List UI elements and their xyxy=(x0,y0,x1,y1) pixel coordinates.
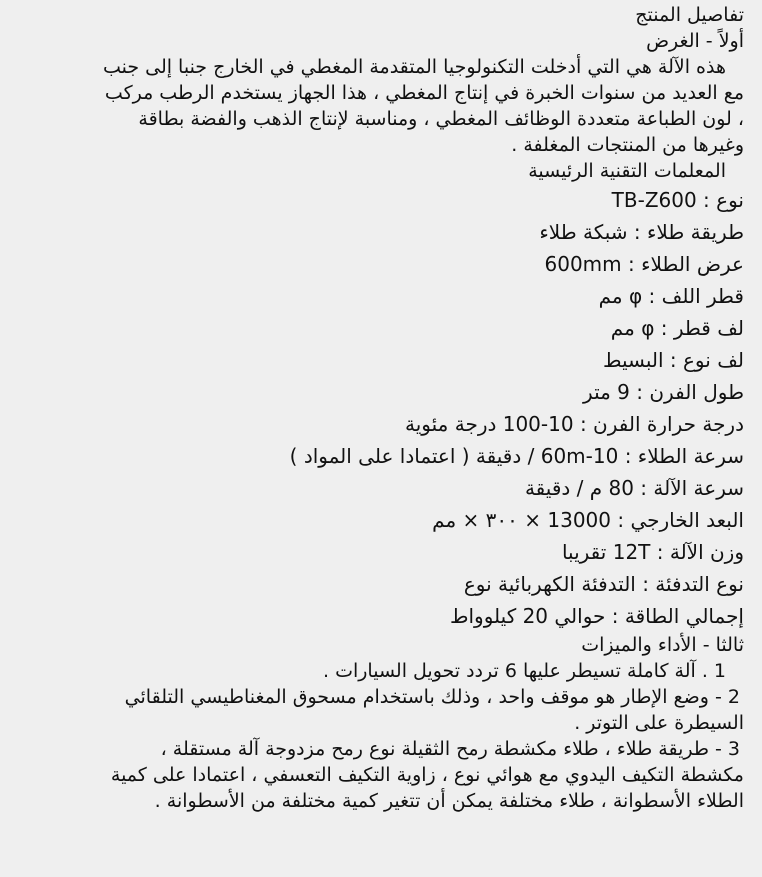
spec-item-coating-speed: سرعة الطلاء : 10-60m / دقيقة ( اعتمادا على المواد ) xyxy=(289,444,744,468)
purpose-line: مع العديد من سنوات الخبرة في إنتاج المغطي ، هذا الجهاز يستخدم الرطب مركب xyxy=(104,82,744,104)
spec-item-machine-speed: سرعة الآلة : 80 م / دقيقة xyxy=(524,476,744,500)
features-list xyxy=(14,658,744,814)
spec-item-heating-type: نوع التدفئة : التدفئة الكهربائية نوع xyxy=(463,572,744,596)
spec-item-winding-type: لف نوع : البسيط xyxy=(603,348,744,372)
feature-2-line: السيطرة على التوتر . xyxy=(574,712,744,734)
feature-3-line: الطلاء الأسطوانة ، طلاء مختلفة يمكن أن تتغير كمية مختلفة من الأسطوانة . xyxy=(154,790,744,812)
spec-item-coating-width: عرض الطلاء : 600mm xyxy=(544,252,744,276)
spec-item-winding-diameter: لف قطر : φ مم xyxy=(610,316,744,340)
section-heading-purpose: أولاً - الغرض xyxy=(646,30,744,52)
document-title: تفاصيل المنتج xyxy=(635,4,744,26)
purpose-line: هذه الآلة هي التي أدخلت التكنولوجيا المتقدمة المغطي في الخارج جنبا إلى جنب xyxy=(102,56,726,78)
spec-item-type: نوع : TB-Z600 xyxy=(611,188,744,212)
spec-item-total-power: إجمالي الطاقة : حوالي 20 كيلوواط xyxy=(450,604,744,628)
spec-item-dimensions: البعد الخارجي : 13000 × ٣٠٠ × مم xyxy=(432,508,744,532)
feature-3-line: مكشطة التكيف اليدوي مع هوائي نوع ، زاوية التكيف التعسفي ، اعتمادا على كمية xyxy=(110,764,744,786)
feature-2-line: 2 - وضع الإطار هو موقف واحد ، وذلك باستخدام مسحوق المغناطيسي التلقائي xyxy=(124,686,740,708)
specs-list xyxy=(14,184,744,632)
section-heading-features: ثالثا - الأداء والميزات xyxy=(581,634,744,656)
section-heading-specs: المعلمات التقنية الرئيسية xyxy=(528,160,726,182)
spec-item-oven-temperature: درجة حرارة الفرن : 10-100 درجة مئوية xyxy=(405,412,744,436)
spec-item-coating-method: طريقة طلاء : شبكة طلاء xyxy=(539,220,744,244)
feature-3-line: 3 - طريقة طلاء ، طلاء مكشطة رمح الثقيلة نوع رمح مزدوجة آلة مستقلة ، xyxy=(160,738,740,760)
purpose-line: وغيرها من المنتجات المغلفة . xyxy=(511,134,744,156)
spec-item-roll-diameter: قطر اللف : φ مم xyxy=(598,284,744,308)
feature-1-line: 1 . آلة كاملة تسيطر عليها 6 تردد تحويل السيارات . xyxy=(323,660,726,682)
purpose-line: ، لون الطباعة متعددة الوظائف المغطي ، ومناسبة لإنتاج الذهب والفضة بطاقة xyxy=(138,108,744,130)
purpose-paragraph xyxy=(14,54,744,158)
spec-item-weight: وزن الآلة : 12T تقريبا xyxy=(561,540,744,564)
spec-item-oven-length: طول الفرن : 9 متر xyxy=(583,380,744,404)
